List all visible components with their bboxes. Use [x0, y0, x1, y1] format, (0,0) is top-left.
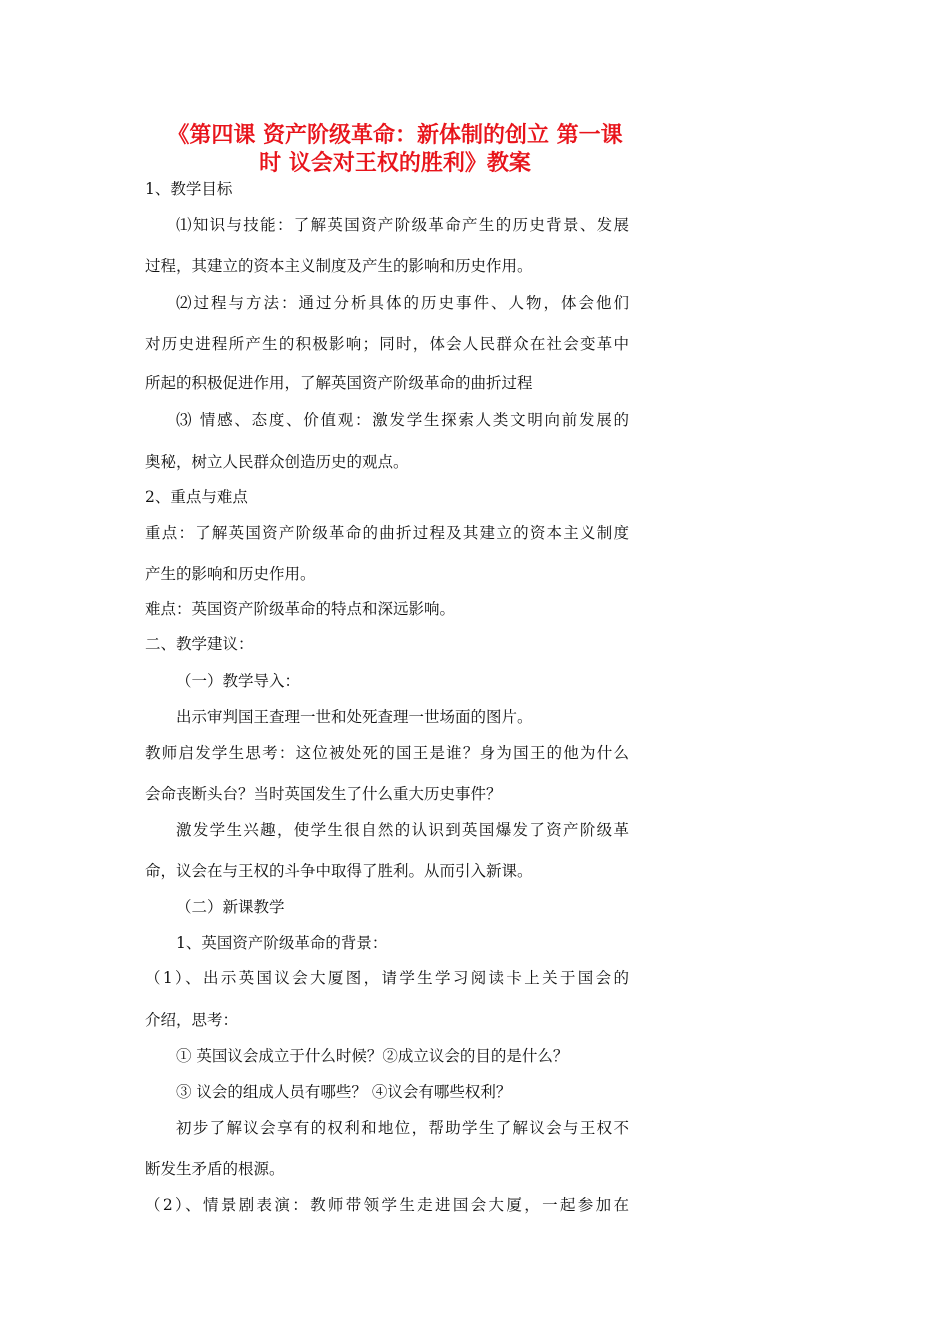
paragraph-line: ⑴知识与技能：了解英国资产阶级革命产生的历史背景、发展	[176, 216, 629, 234]
subheading-background: 1、英国资产阶级革命的背景：	[176, 934, 388, 952]
question-line: ③ 议会的组成人员有哪些？ ④议会有哪些权利？	[176, 1083, 512, 1101]
paragraph-line: 教师启发学生思考：这位被处死的国王是谁？身为国王的他为什么	[145, 744, 629, 762]
paragraph-line: ⑵过程与方法：通过分析具体的历史事件、人物，体会他们	[176, 294, 629, 312]
title-line-1: 《第四课 资产阶级革命：新体制的创立 第一课	[167, 123, 623, 148]
heading-key-points: 2、重点与难点	[145, 488, 248, 506]
heading-teaching-suggestions: 二、教学建议：	[145, 635, 254, 653]
paragraph-line: （1）、出示英国议会大厦图，请学生学习阅读卡上关于国会的	[145, 969, 629, 987]
paragraph-line: 奥秘，树立人民群众创造历史的观点。	[145, 453, 409, 471]
paragraph-line: 会命丧断头台？当时英国发生了什么重大历史事件？	[145, 785, 502, 803]
subheading-new-lesson: （二）新课教学	[176, 898, 285, 916]
paragraph-line: 激发学生兴趣，使学生很自然的认识到英国爆发了资产阶级革	[176, 821, 629, 839]
paragraph-line: 初步了解议会享有的权利和地位，帮助学生了解议会与王权不	[176, 1119, 629, 1137]
subheading-intro: （一）教学导入：	[176, 672, 301, 690]
paragraph-line: （2）、情景剧表演：教师带领学生走进国会大厦，一起参加在	[145, 1196, 629, 1214]
paragraph-line: ⑶ 情感、态度、价值观：激发学生探索人类文明向前发展的	[176, 411, 629, 429]
paragraph-line: 过程，其建立的资本主义制度及产生的影响和历史作用。	[145, 257, 533, 275]
paragraph-line: 出示审判国王查理一世和处死查理一世场面的图片。	[176, 708, 533, 726]
document-title	[145, 122, 645, 178]
paragraph-line: 命，议会在与王权的斗争中取得了胜利。从而引入新课。	[145, 862, 533, 880]
paragraph-line: 重点：了解英国资产阶级革命的曲折过程及其建立的资本主义制度	[145, 524, 629, 542]
question-line: ① 英国议会成立于什么时候？②成立议会的目的是什么？	[176, 1047, 569, 1065]
heading-teaching-goals: 1、教学目标	[145, 180, 233, 198]
paragraph-line: 断发生矛盾的根源。	[145, 1160, 285, 1178]
paragraph-line: 难点：英国资产阶级革命的特点和深远影响。	[145, 600, 456, 618]
paragraph-line: 介绍，思考：	[145, 1011, 239, 1029]
paragraph-line: 产生的影响和历史作用。	[145, 565, 316, 583]
title-line-2: 时 议会对王权的胜利》教案	[259, 151, 531, 176]
paragraph-line: 所起的积极促进作用，了解英国资产阶级革命的曲折过程	[145, 374, 533, 392]
paragraph-line: 对历史进程所产生的积极影响；同时，体会人民群众在社会变革中	[145, 335, 629, 353]
